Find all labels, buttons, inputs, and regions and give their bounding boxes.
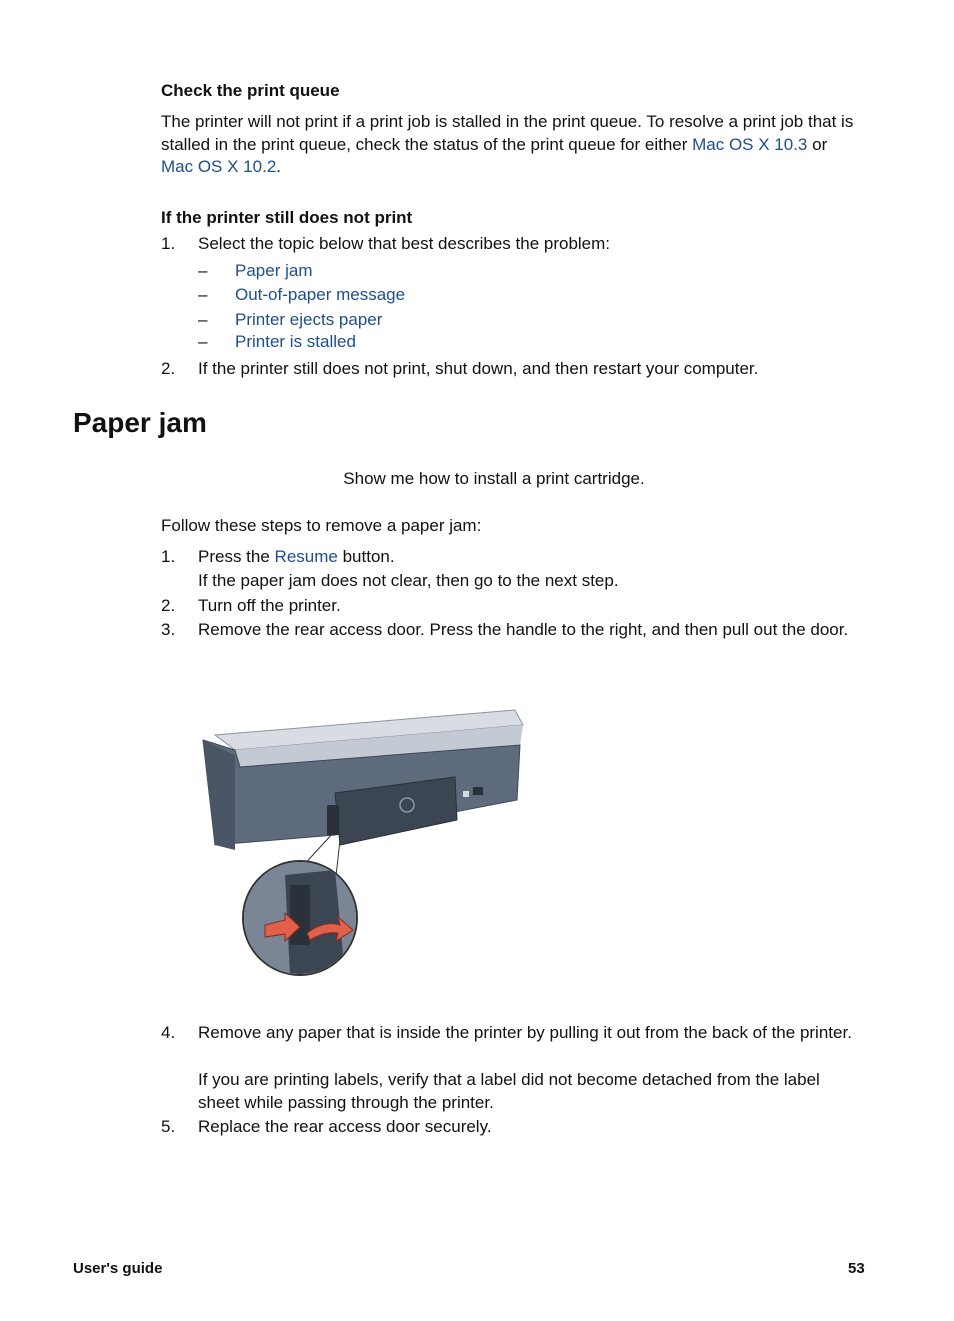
show-me-link[interactable]: Show me how to install a print cartridge. bbox=[343, 469, 645, 488]
step1-text-after: button. bbox=[337, 547, 395, 566]
list-number: 5. bbox=[161, 1117, 176, 1136]
list-number: 4. bbox=[161, 1023, 176, 1042]
link-printer-is-stalled[interactable]: Printer is stalled bbox=[235, 332, 356, 351]
dash-bullet: – bbox=[198, 310, 208, 329]
dash-bullet: – bbox=[198, 261, 208, 280]
list-number: 3. bbox=[161, 620, 176, 639]
list-item-text: Replace the rear access door securely. bbox=[198, 1117, 492, 1136]
check-queue-paragraph bbox=[161, 111, 861, 179]
list-item-text: Remove the rear access door. Press the handle to the right, and then pull out the door. bbox=[198, 620, 849, 639]
list-number: 2. bbox=[161, 596, 176, 615]
list-number: 1. bbox=[161, 234, 176, 253]
footer-page-number: 53 bbox=[848, 1260, 865, 1277]
list-item-text: If the printer still does not print, shut down, and then restart your computer. bbox=[198, 359, 759, 378]
door-handle bbox=[327, 805, 339, 835]
section-heading-check-queue: Check the print queue bbox=[161, 81, 340, 100]
link-paper-jam[interactable]: Paper jam bbox=[235, 261, 313, 280]
paper-jam-intro: Follow these steps to remove a paper jam: bbox=[161, 516, 482, 535]
link-printer-ejects-paper[interactable]: Printer ejects paper bbox=[235, 310, 383, 329]
check-queue-text: The printer will not print if a print job is stalled in the print queue. To resolve a print job that is stalled in the print queue, check the status of the print queue for either bbox=[161, 112, 854, 154]
footer-guide-title: User's guide bbox=[73, 1260, 163, 1277]
dash-bullet: – bbox=[198, 332, 208, 351]
list-item-text: Select the topic below that best describes the problem: bbox=[198, 234, 611, 253]
printer-side bbox=[203, 740, 235, 850]
list-item-text: Turn off the printer. bbox=[198, 596, 341, 615]
link-mac-os-x-10-3[interactable]: Mac OS X 10.3 bbox=[692, 134, 808, 154]
port-icon bbox=[463, 791, 469, 797]
link-resume[interactable]: Resume bbox=[274, 547, 338, 566]
step4-note: If you are printing labels, verify that a label did not become detached from the label sheet while passing through the printer. bbox=[198, 1070, 820, 1112]
list-number: 2. bbox=[161, 359, 176, 378]
port-icon bbox=[473, 787, 483, 795]
link-mac-os-x-10-2[interactable]: Mac OS X 10.2 bbox=[161, 157, 277, 176]
link-out-of-paper-message[interactable]: Out-of-paper message bbox=[235, 285, 406, 304]
page-title-paper-jam: Paper jam bbox=[73, 407, 207, 438]
printer-rear-door-illustration bbox=[195, 705, 530, 980]
list-number: 1. bbox=[161, 547, 176, 566]
check-queue-or: or bbox=[807, 134, 828, 154]
step1-note: If the paper jam does not clear, then go to the next step. bbox=[198, 571, 619, 590]
list-item-text: Remove any paper that is inside the printer by pulling it out from the back of the printer. bbox=[198, 1023, 852, 1042]
section-heading-still-not-print: If the printer still does not print bbox=[161, 208, 413, 227]
dash-bullet: – bbox=[198, 285, 208, 304]
step1-text-before: Press the bbox=[198, 547, 275, 566]
check-queue-period: . bbox=[276, 157, 282, 176]
list-item-text bbox=[198, 546, 395, 569]
